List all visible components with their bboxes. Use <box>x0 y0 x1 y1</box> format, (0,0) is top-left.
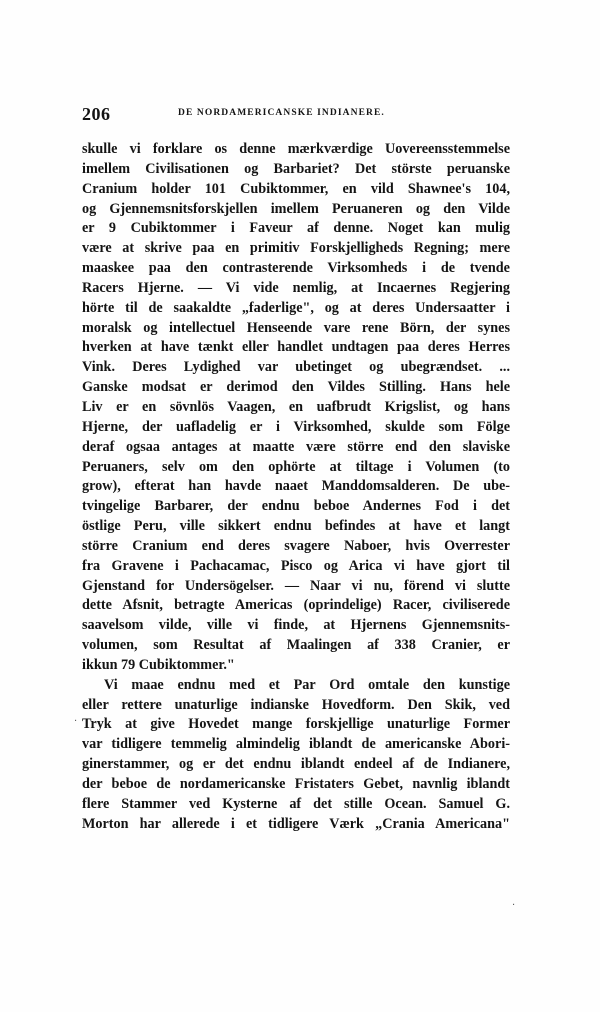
text-line: Morton har allerede i et tidligere Værk „Crania Americana" <box>82 815 510 832</box>
text-line: Liv er en sövnlös Vaagen, en uafbrudt Krigslist, og hans <box>82 398 510 415</box>
text-line: hörte til de saakaldte „faderlige", og at deres Undersaatter i <box>82 299 510 316</box>
text-line: Cranium holder 101 Cubiktommer, en vild Shawnee's 104, <box>82 180 510 197</box>
text-line: Racers Hjerne. — Vi vide nemlig, at Incaernes Regjering <box>82 279 510 296</box>
text-line: deraf ogsaa antages at maatte være större end den slaviske <box>82 438 510 455</box>
text-line: Peruaners, selv om den ophörte at tiltage i Volumen (to <box>82 458 510 475</box>
text-line: være at skrive paa en primitiv Forskjelligheds Regning; mere <box>82 240 510 257</box>
text-line: og Gjennemsnitsforskjellen imellem Peruaneren og den Vilde <box>82 200 510 217</box>
body-text <box>82 140 510 835</box>
text-line: Ganske modsat er derimod den Vildes Stilling. Hans hele <box>82 379 510 396</box>
text-line: skulle vi forklare os denne mærkværdige Uovereensstemmelse <box>82 141 510 157</box>
text-line: flere Stammer ved Kysterne af det stille Ocean. Samuel G. <box>82 795 510 812</box>
margin-mark: . <box>74 713 78 724</box>
text-line: der beboe de nordamericanske Fristaters Gebet, navnlig iblandt <box>82 776 510 792</box>
margin-mark: . <box>512 897 516 908</box>
text-line: hverken at have tænkt eller handlet undtagen paa deres Herres <box>82 339 510 356</box>
text-line: tvingelige Barbarer, der endnu beboe Andernes Fod i det <box>82 498 510 515</box>
text-line: er 9 Cubiktommer i Faveur af denne. Noget kan mulig <box>82 220 510 237</box>
text-line: Tryk at give Hovedet mange forskjellige unaturlige Former <box>82 716 510 733</box>
text-line: ikkun 79 Cubiktommer." <box>82 656 235 673</box>
running-head: DE NORDAMERICANSKE INDIANERE. <box>178 108 385 118</box>
text-line: dette Afsnit, betragte Americas (oprindelige) Racer, civiliserede <box>82 597 510 614</box>
page-number: 206 <box>82 104 111 124</box>
text-line: grow), efterat han havde naaet Manddomsalderen. De ube- <box>82 478 510 495</box>
page-header <box>82 104 510 124</box>
text-line: maaskee paa den contrasterende Virksomheds i de tvende <box>82 260 510 277</box>
text-line: större Cranium end deres svagere Naboer, hvis Overrester <box>82 537 510 554</box>
text-line: fra Gravene i Pachacamac, Pisco og Arica vi have gjort til <box>82 557 510 574</box>
text-line: Gjenstand for Undersögelser. — Naar vi nu, förend vi slutte <box>82 577 510 594</box>
text-line: Vink. Deres Lydighed var ubetinget og ubegrændset. ... <box>82 359 510 376</box>
text-line: var tidligere temmelig almindelig iblandt de americanske Abori- <box>82 736 510 753</box>
text-line: imellem Civilisationen og Barbariet? Det störste peruanske <box>82 160 510 177</box>
text-line: östlige Peru, ville sikkert endnu befindes at have et langt <box>82 518 510 535</box>
paragraph-2 <box>82 676 510 835</box>
text-line: saavelsom vilde, ville vi finde, at Hjernens Gjennemsnits- <box>82 617 510 634</box>
text-line: volumen, som Resultat af Maalingen af 338 Cranier, er <box>82 637 510 654</box>
text-line: moralsk og intellectuel Henseende vare rene Börn, der synes <box>82 319 510 336</box>
text-line: eller rettere unaturlige indianske Hovedform. Den Skik, ved <box>82 696 510 713</box>
text-line: ginerstammer, og er det endnu iblandt endeel af de Indianere, <box>82 756 510 773</box>
paragraph-1 <box>82 140 510 676</box>
text-line: Hjerne, der uafladelig er i Virksomhed, skulde som Fölge <box>82 418 510 435</box>
text-line: Vi maae endnu med et Par Ord omtale den kunstige <box>104 676 510 693</box>
